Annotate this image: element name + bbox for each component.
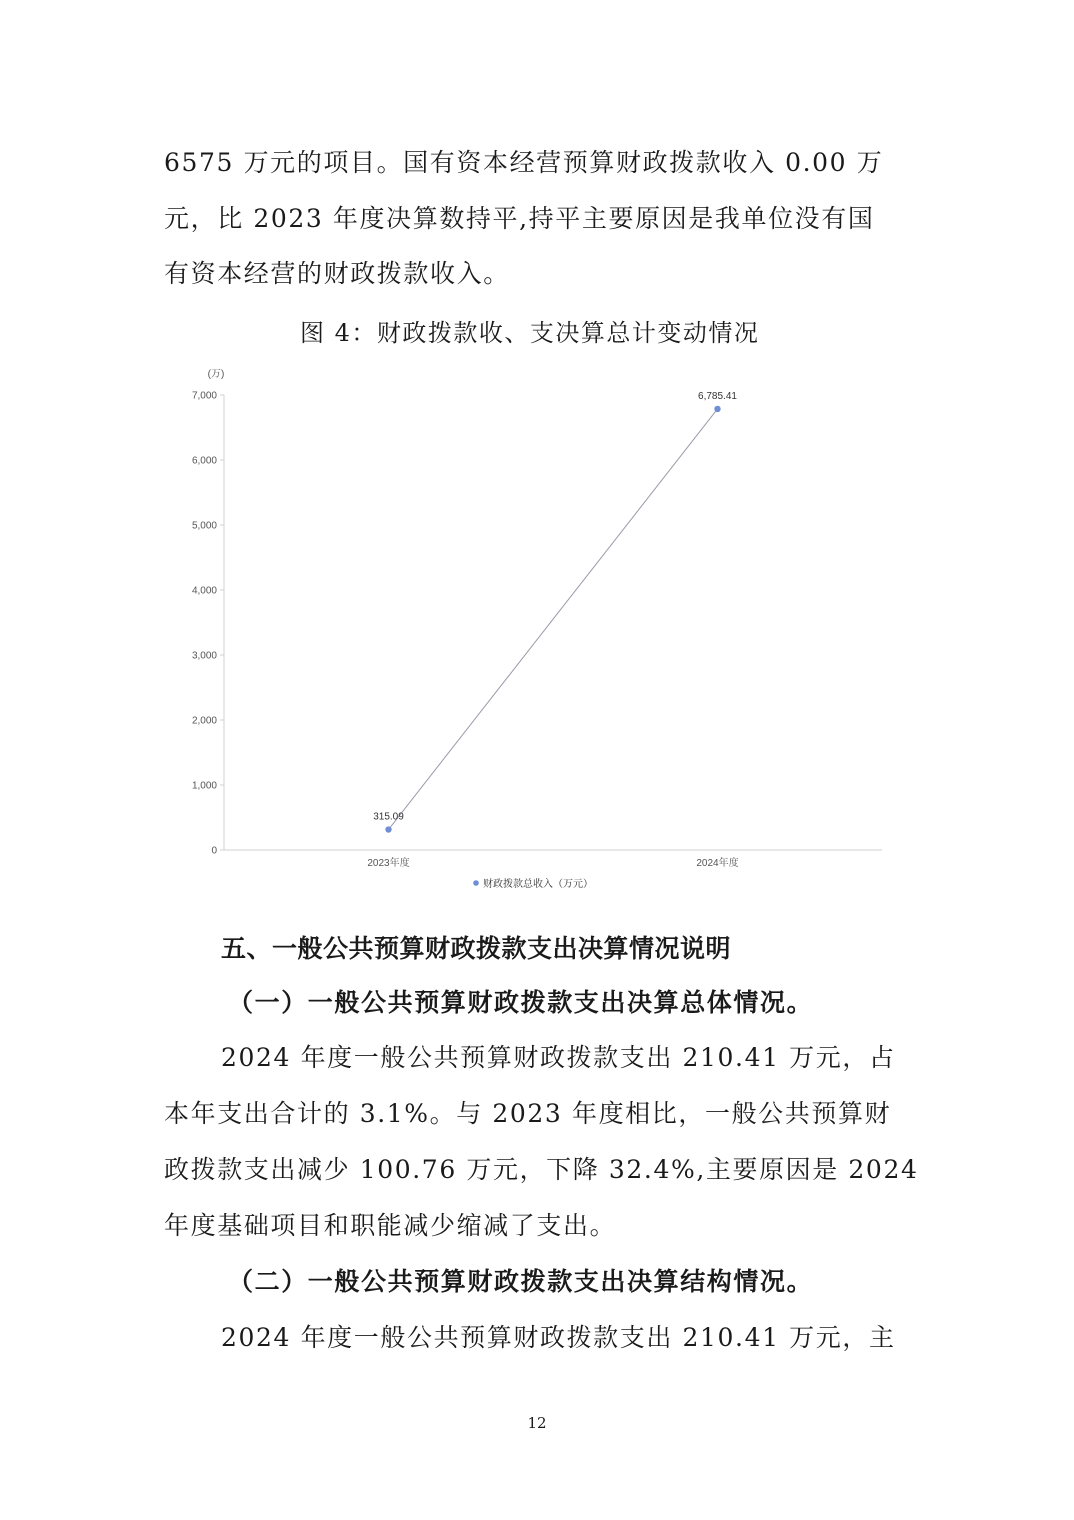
text-line: 6575 万元的项目。国有资本经营预算财政拨款收入 0.00 万 (164, 148, 884, 177)
y-axis (192, 368, 224, 857)
data-point (714, 406, 720, 412)
legend-label: 财政拨款总收入（万元） (483, 879, 593, 890)
text-line: 2024 年度一般公共预算财政拨款支出 210.41 万元，主 (221, 1323, 896, 1352)
text-line: 2024 年度一般公共预算财政拨款支出 210.41 万元，占 (221, 1043, 896, 1072)
y-tick-label: 4,000 (191, 585, 217, 597)
legend-marker-icon (473, 880, 479, 886)
section-heading: 五、一般公共预算财政拨款支出决算情况说明 (221, 934, 732, 963)
text-line: 元，比 2023 年度决算数持平,持平主要原因是我单位没有国 (164, 204, 875, 233)
line-chart (170, 360, 910, 900)
text-line: 本年支出合计的 3.1%。与 2023 年度相比，一般公共预算财 (164, 1099, 892, 1128)
x-tick-label: 2023年度 (367, 858, 410, 869)
y-tick-label: 5,000 (191, 520, 217, 532)
text-line: 有资本经营的财政拨款收入。 (164, 259, 510, 288)
data-label: 6,785.41 (698, 390, 737, 402)
page-number: 12 (527, 1414, 547, 1432)
sub-heading: （一）一般公共预算财政拨款支出决算总体情况。 (228, 988, 814, 1017)
y-tick-label: 7,000 (191, 390, 217, 402)
sub-heading: （二）一般公共预算财政拨款支出决算结构情况。 (228, 1267, 814, 1296)
text-line: 年度基础项目和职能减少缩减了支出。 (164, 1211, 617, 1240)
data-point (385, 826, 391, 832)
y-axis-unit-label: (万) (207, 369, 225, 380)
text-line: 政拨款支出减少 100.76 万元，下降 32.4%,主要原因是 2024 (164, 1155, 919, 1184)
figure-caption: 图 4：财政拨款收、支决算总计变动情况 (300, 319, 760, 347)
legend (473, 877, 593, 890)
x-axis (224, 850, 882, 869)
data-label: 315.09 (373, 811, 404, 823)
series-line (389, 409, 718, 830)
x-tick-label: 2024年度 (696, 858, 739, 869)
y-tick-label: 3,000 (191, 650, 217, 662)
series (373, 391, 737, 833)
y-tick-label: 0 (211, 845, 217, 857)
y-tick-label: 2,000 (191, 715, 217, 727)
y-tick-label: 1,000 (191, 780, 217, 792)
y-tick-label: 6,000 (191, 455, 217, 467)
